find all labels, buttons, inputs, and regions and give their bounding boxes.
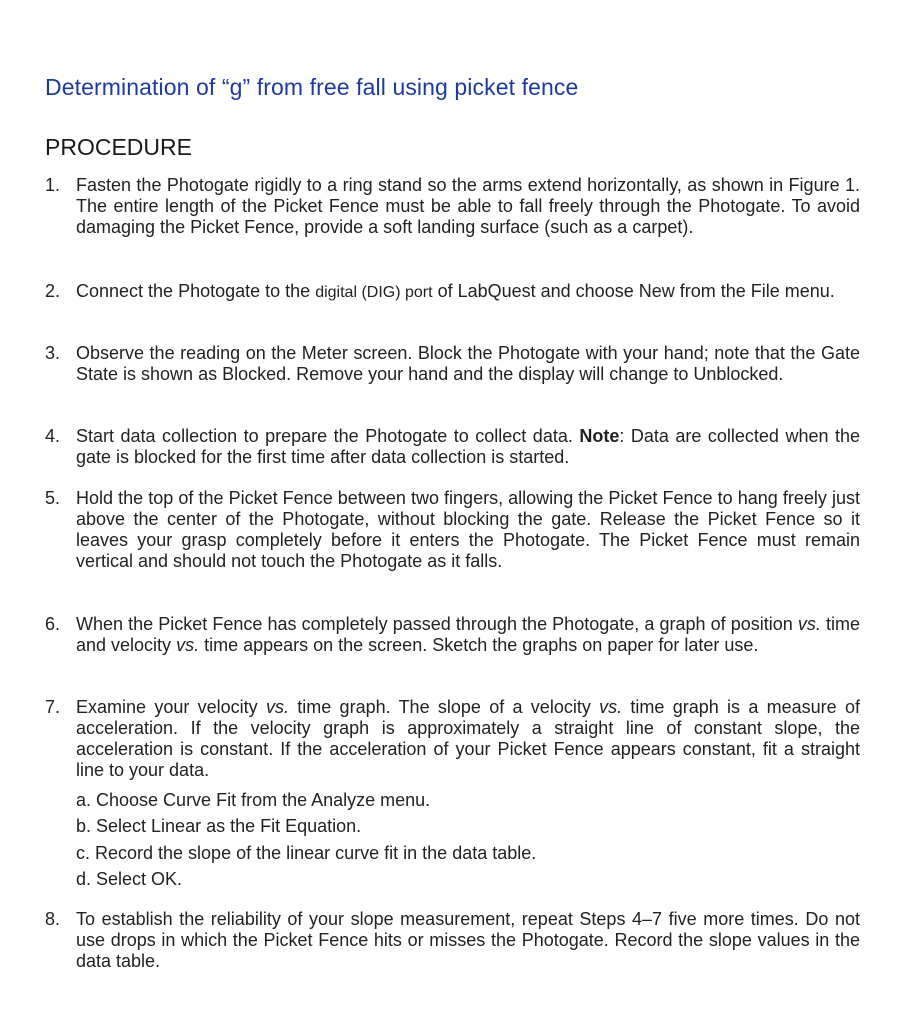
- sub-step: b. Select Linear as the Fit Equation.: [76, 816, 362, 836]
- note-label: Note: [579, 426, 620, 446]
- sub-step: a. Choose Curve Fit from the Analyze menu.: [76, 790, 431, 810]
- step-text: Observe the reading on the Meter screen. Block the Photogate with your hand; note that the Gate State is shown as Blocked. Remove your hand and the display will change to Unblocked.: [76, 343, 860, 384]
- procedure-step: [45, 426, 860, 468]
- step-text: Fasten the Photogate rigidly to a ring stand so the arms extend horizontally, as shown in Figure 1. The entire length of the Picket Fence must be able to fall freely through the Photogate. To avoid damaging the Picket Fence, provide a soft landing surface (such as a carpet).: [76, 175, 860, 237]
- procedure-step: [45, 281, 860, 303]
- document-title: Determination of “g” from free fall using picket fence: [45, 74, 579, 100]
- procedure-step: [45, 614, 860, 656]
- step-number: 4.: [45, 426, 61, 446]
- step-number: 5.: [45, 488, 61, 508]
- step-number: 3.: [45, 343, 61, 363]
- step-number: 6.: [45, 614, 61, 634]
- procedure-step: [45, 697, 860, 781]
- procedure-step: [45, 175, 860, 238]
- section-heading: PROCEDURE: [45, 134, 192, 160]
- step-text: Start data collection to prepare the Photogate to collect data. Note: Data are collected when the gate is blocked for the first time after data collection is started.: [76, 426, 860, 467]
- step-text: Examine your velocity vs. time graph. The slope of a velocity vs. time graph is a measure of acceleration. If the velocity graph is approximately a straight line of constant slope, the acceleration is constant. If the acceleration of your Picket Fence appears constant, fit a straight line to your data.: [76, 697, 860, 780]
- step-text: When the Picket Fence has completely passed through the Photogate, a graph of position vs. time and velocity vs. time appears on the screen. Sketch the graphs on paper for later use.: [76, 614, 860, 655]
- procedure-step: [45, 909, 860, 972]
- step-number: 8.: [45, 909, 61, 929]
- sub-step: c. Record the slope of the linear curve fit in the data table.: [76, 843, 537, 863]
- step-number: 7.: [45, 697, 61, 717]
- procedure-step: [45, 343, 860, 385]
- procedure-step: [45, 488, 860, 572]
- sub-step: d. Select OK.: [76, 869, 183, 889]
- port-label: digital (DIG) port: [315, 284, 433, 301]
- step-number: 1.: [45, 175, 61, 195]
- step-text: Hold the top of the Picket Fence between two fingers, allowing the Picket Fence to hang freely just above the center of the Photogate, without blocking the gate. Release the Picket Fence so it leaves your grasp completely before it enters the Photogate. The Picket Fence must remain vertical and should not touch the Photogate as it falls.: [76, 488, 860, 571]
- step-text: To establish the reliability of your slope measurement, repeat Steps 4–7 five more times. Do not use drops in which the Picket Fence hits or misses the Photogate. Record the slope values in the data table.: [76, 909, 860, 971]
- step-number: 2.: [45, 281, 61, 301]
- step-text: Connect the Photogate to the digital (DIG) port of LabQuest and choose New from the File menu.: [76, 281, 835, 301]
